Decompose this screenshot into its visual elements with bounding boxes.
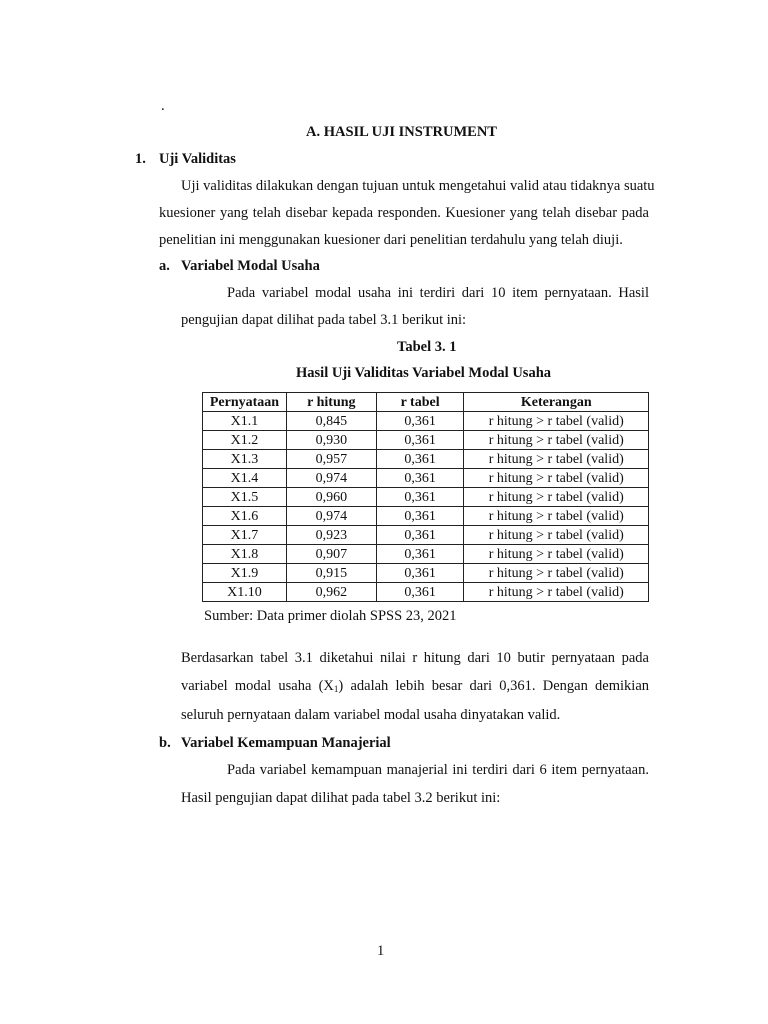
cell-keterangan: r hitung > r tabel (valid) <box>464 412 649 431</box>
cell-pernyataan: X1.10 <box>203 583 287 602</box>
cell-pernyataan: X1.7 <box>203 526 287 545</box>
table-row <box>203 583 649 602</box>
header-keterangan: Keterangan <box>464 393 649 412</box>
subsection-a-title: Variabel Modal Usaha <box>181 258 320 274</box>
subsection-1-title: Uji Validitas <box>159 151 236 167</box>
cell-r-hitung: 0,923 <box>286 526 376 545</box>
cell-r-tabel: 0,361 <box>376 545 464 564</box>
table-row <box>203 545 649 564</box>
paragraph-b1-line-2-pre: variabel modal usaha (X <box>181 678 334 694</box>
paragraph-b1-line-1: Berdasarkan tabel 3.1 diketahui nilai r hitung dari 10 butir pernyataan pada <box>181 650 649 666</box>
cell-r-tabel: 0,361 <box>376 488 464 507</box>
cell-r-tabel: 0,361 <box>376 507 464 526</box>
subsection-1-number: 1. <box>135 151 146 167</box>
table-caption-number: Tabel 3. 1 <box>397 339 457 355</box>
validity-table <box>202 392 649 602</box>
page-number: 1 <box>377 943 385 959</box>
cell-keterangan: r hitung > r tabel (valid) <box>464 469 649 488</box>
cell-pernyataan: X1.5 <box>203 488 287 507</box>
cell-r-hitung: 0,845 <box>286 412 376 431</box>
table-row <box>203 507 649 526</box>
cell-r-hitung: 0,957 <box>286 450 376 469</box>
cell-keterangan: r hitung > r tabel (valid) <box>464 507 649 526</box>
header-pernyataan: Pernyataan <box>203 393 287 412</box>
cell-keterangan: r hitung > r tabel (valid) <box>464 526 649 545</box>
cell-keterangan: r hitung > r tabel (valid) <box>464 583 649 602</box>
cell-r-hitung: 0,974 <box>286 469 376 488</box>
cell-keterangan: r hitung > r tabel (valid) <box>464 564 649 583</box>
cell-pernyataan: X1.9 <box>203 564 287 583</box>
cell-r-hitung: 0,915 <box>286 564 376 583</box>
paragraph-1-line-2: kuesioner yang telah disebar kepada responden. Kuesioner yang telah disebar pada <box>159 205 649 221</box>
paragraph-b-line-2: Hasil pengujian dapat dilihat pada tabel 3.2 berikut ini: <box>181 790 501 806</box>
subsection-b-number: b. <box>159 735 171 751</box>
table-row <box>203 488 649 507</box>
cell-keterangan: r hitung > r tabel (valid) <box>464 431 649 450</box>
paragraph-1-line-3: penelitian ini menggunakan kuesioner dari penelitian terdahulu yang telah diuji. <box>159 232 623 248</box>
cell-r-hitung: 0,974 <box>286 507 376 526</box>
paragraph-b1-line-2 <box>181 678 649 695</box>
cell-pernyataan: X1.1 <box>203 412 287 431</box>
table-row <box>203 526 649 545</box>
cell-keterangan: r hitung > r tabel (valid) <box>464 488 649 507</box>
paragraph-a-line-1: Pada variabel modal usaha ini terdiri dari 10 item pernyataan. Hasil <box>227 285 649 301</box>
cell-r-tabel: 0,361 <box>376 469 464 488</box>
paragraph-a-line-2: pengujian dapat dilihat pada tabel 3.1 berikut ini: <box>181 312 467 328</box>
table-row <box>203 450 649 469</box>
cell-r-tabel: 0,361 <box>376 431 464 450</box>
subscript-1: 1 <box>333 684 339 694</box>
cell-keterangan: r hitung > r tabel (valid) <box>464 450 649 469</box>
cell-pernyataan: X1.6 <box>203 507 287 526</box>
table-row <box>203 564 649 583</box>
cell-r-hitung: 0,930 <box>286 431 376 450</box>
cell-r-tabel: 0,361 <box>376 564 464 583</box>
paragraph-b1-line-2-post: ) adalah lebih besar dari 0,361. Dengan demikian <box>338 678 649 694</box>
paragraph-b1-line-3: seluruh pernyataan dalam variabel modal usaha dinyatakan valid. <box>181 707 561 723</box>
stray-dot: . <box>161 98 165 114</box>
section-heading: A. HASIL UJI INSTRUMENT <box>306 124 497 140</box>
cell-pernyataan: X1.3 <box>203 450 287 469</box>
cell-pernyataan: X1.2 <box>203 431 287 450</box>
table-source-note: Sumber: Data primer diolah SPSS 23, 2021 <box>204 608 457 624</box>
cell-r-hitung: 0,962 <box>286 583 376 602</box>
subsection-b-title: Variabel Kemampuan Manajerial <box>181 735 391 751</box>
cell-r-tabel: 0,361 <box>376 412 464 431</box>
table-caption-title: Hasil Uji Validitas Variabel Modal Usaha <box>296 365 552 381</box>
cell-r-tabel: 0,361 <box>376 450 464 469</box>
header-r-hitung: r hitung <box>286 393 376 412</box>
table-row <box>203 431 649 450</box>
paragraph-b-line-1: Pada variabel kemampuan manajerial ini terdiri dari 6 item pernyataan. <box>227 762 649 778</box>
header-r-tabel: r tabel <box>376 393 464 412</box>
cell-r-tabel: 0,361 <box>376 583 464 602</box>
cell-pernyataan: X1.4 <box>203 469 287 488</box>
cell-r-hitung: 0,960 <box>286 488 376 507</box>
paragraph-1-line-1: Uji validitas dilakukan dengan tujuan untuk mengetahui valid atau tidaknya suatu <box>181 178 655 194</box>
subsection-a-number: a. <box>159 258 170 274</box>
table-row <box>203 412 649 431</box>
cell-r-tabel: 0,361 <box>376 526 464 545</box>
cell-pernyataan: X1.8 <box>203 545 287 564</box>
cell-keterangan: r hitung > r tabel (valid) <box>464 545 649 564</box>
table-header-row <box>203 393 649 412</box>
table-row <box>203 469 649 488</box>
cell-r-hitung: 0,907 <box>286 545 376 564</box>
